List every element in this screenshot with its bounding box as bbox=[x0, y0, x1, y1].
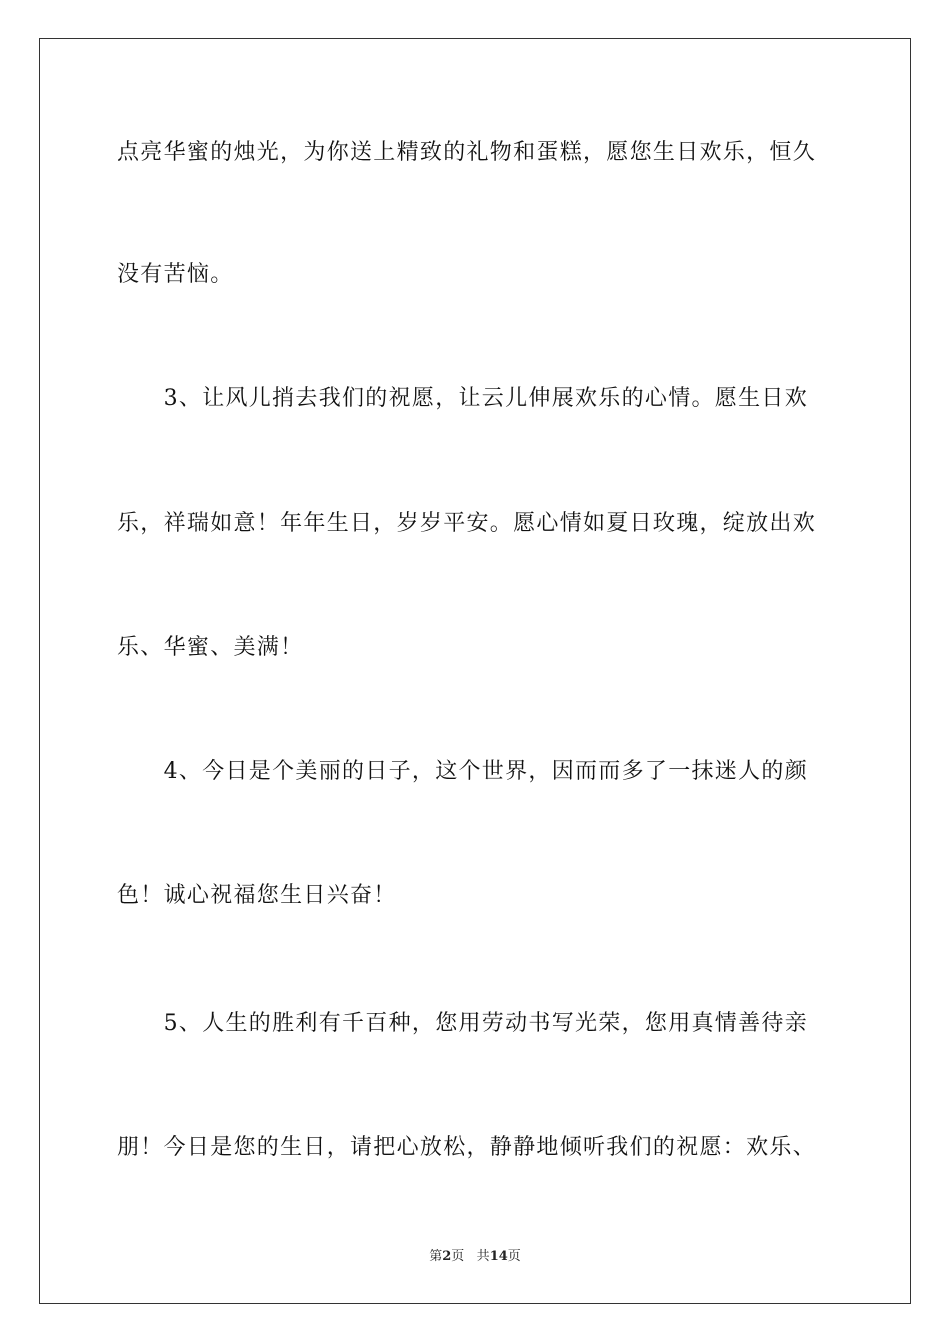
text-line-1: 点亮华蜜的烛光，为你送上精致的礼物和蛋糕，愿您生日欢乐，恒久 bbox=[117, 140, 817, 165]
text-line-9: 朋！今日是您的生日，请把心放松，静静地倾听我们的祝愿：欢乐、 bbox=[117, 1135, 817, 1160]
page-suffix: 页 bbox=[451, 1249, 465, 1264]
text-line-2: 没有苦恼。 bbox=[117, 262, 234, 287]
text-line-3: 3、让风儿捎去我们的祝愿，让云儿伸展欢乐的心情。愿生日欢 bbox=[117, 386, 808, 411]
text-line-5: 乐、华蜜、美满！ bbox=[117, 635, 304, 660]
page-prefix: 第 bbox=[429, 1249, 443, 1264]
text-line-7: 色！诚心祝福您生日兴奋！ bbox=[117, 883, 397, 908]
text-line-4: 乐，祥瑞如意！年年生日，岁岁平安。愿心情如夏日玫瑰，绽放出欢 bbox=[117, 511, 817, 536]
page-border bbox=[39, 38, 911, 1304]
total-suffix: 页 bbox=[507, 1249, 521, 1264]
total-prefix: 共 bbox=[476, 1249, 490, 1264]
text-line-6: 4、今日是个美丽的日子，这个世界，因而而多了一抹迷人的颜 bbox=[117, 759, 808, 784]
text-line-8: 5、人生的胜利有千百种，您用劳动书写光荣，您用真情善待亲 bbox=[117, 1011, 808, 1036]
page-footer bbox=[0, 1248, 950, 1266]
total-pages-number: 14 bbox=[489, 1249, 508, 1264]
current-page-number: 2 bbox=[442, 1249, 452, 1264]
